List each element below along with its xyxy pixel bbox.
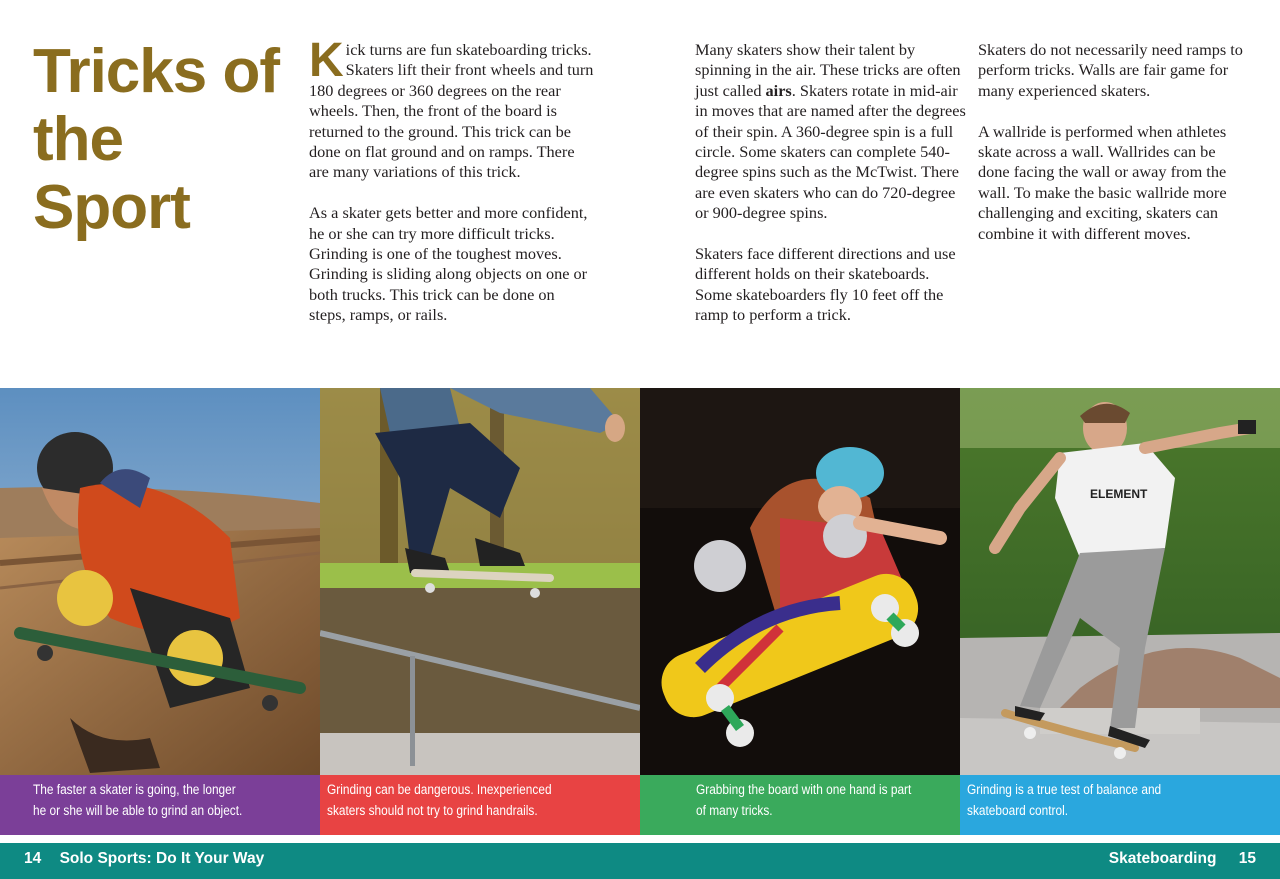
page-title — [33, 38, 293, 242]
right-page-number: 15 — [1238, 850, 1256, 867]
left-page-number: 14 — [24, 850, 42, 867]
caption-photo-4 — [960, 775, 1280, 835]
paragraph-grinding: As a skater gets better and more confident, he or she can try more difficult tricks. Grinding is one of the toughest moves. Grinding is sliding along objects on one or both trucks. This trick can be done on steps, ramps, or rails. — [309, 203, 588, 325]
paragraph-airs — [695, 40, 970, 224]
page-title-line-1: Tricks of — [33, 37, 279, 106]
caption-1-line-1: The faster a skater is going, the longer — [33, 782, 236, 797]
paragraph-walls: Skaters do not necessarily need ramps to perform tricks. Walls are fair game for many experienced skaters. — [978, 40, 1243, 100]
text-column-3 — [978, 40, 1248, 264]
caption-photo-2 — [320, 775, 640, 835]
caption-3-line-1: Grabbing the board with one hand is part — [696, 782, 912, 797]
drop-cap: K — [309, 34, 344, 87]
paragraph-airs-end: . Skaters rotate in mid-air in moves that are named after the degrees of their spin. A 360-degree spin is a full circle. Some skaters can complete 540-degree spins such as the McTwist. There are even skaters who can do 720-degree or 900-degree spins. — [695, 80, 966, 223]
photo-rail-jump — [320, 388, 640, 775]
page-title-line-2: the Sport — [33, 105, 190, 242]
caption-1-line-2: he or she will be able to grind an object. — [33, 802, 243, 818]
caption-photo-3 — [640, 775, 960, 835]
caption-3-line-2: of many tricks. — [696, 802, 773, 818]
photo-downhill-skater — [0, 388, 320, 775]
page-footer — [0, 843, 1280, 879]
paragraph-wallride: A wallride is performed when athletes skate across a wall. Wallrides can be done facing the wall or away from the wall. To make the basic wallride more challenging and exciting, skaters can combine it with different moves. — [978, 121, 1227, 243]
paragraph-airs-start: Many skaters show their talent by spinning in the air. These tricks are often just called — [695, 40, 961, 100]
text-column-1 — [309, 34, 594, 346]
footer-divider — [0, 835, 1280, 843]
paragraph-kick-turns-text: ick turns are fun skateboarding tricks. Skaters lift their front wheels and turn 180 degrees or 360 degrees on the rear wheels. Then, the front of the board is returned to the ground. This trick can be done on flat ground and on ramps. There are many variations of this trick. — [309, 40, 594, 182]
book-title: Solo Sports: Do It Your Way — [59, 850, 265, 867]
caption-4-line-1: Grinding is a true test of balance and — [967, 782, 1162, 797]
caption-2-line-1: Grinding can be dangerous. Inexperienced — [327, 782, 552, 797]
section-title: Skateboarding — [1108, 850, 1217, 867]
text-column-2 — [695, 40, 970, 346]
photo-board-grab — [640, 388, 960, 775]
caption-photo-1 — [0, 775, 320, 835]
footer-right — [1109, 850, 1256, 868]
paragraph-holds: Skaters face different directions and use different holds on their skateboards. Some skateboarders fly 10 feet off the ramp to perform a trick. — [695, 244, 956, 325]
photo-ledge-grind — [960, 388, 1280, 775]
shirt-logo-text: ELEMENT — [1090, 487, 1148, 501]
caption-4-line-2: skateboard control. — [967, 802, 1069, 818]
caption-2-line-2: skaters should not try to grind handrails. — [327, 802, 538, 818]
footer-left — [24, 850, 264, 868]
paragraph-kick-turns — [309, 34, 594, 183]
term-airs: airs — [765, 80, 792, 100]
